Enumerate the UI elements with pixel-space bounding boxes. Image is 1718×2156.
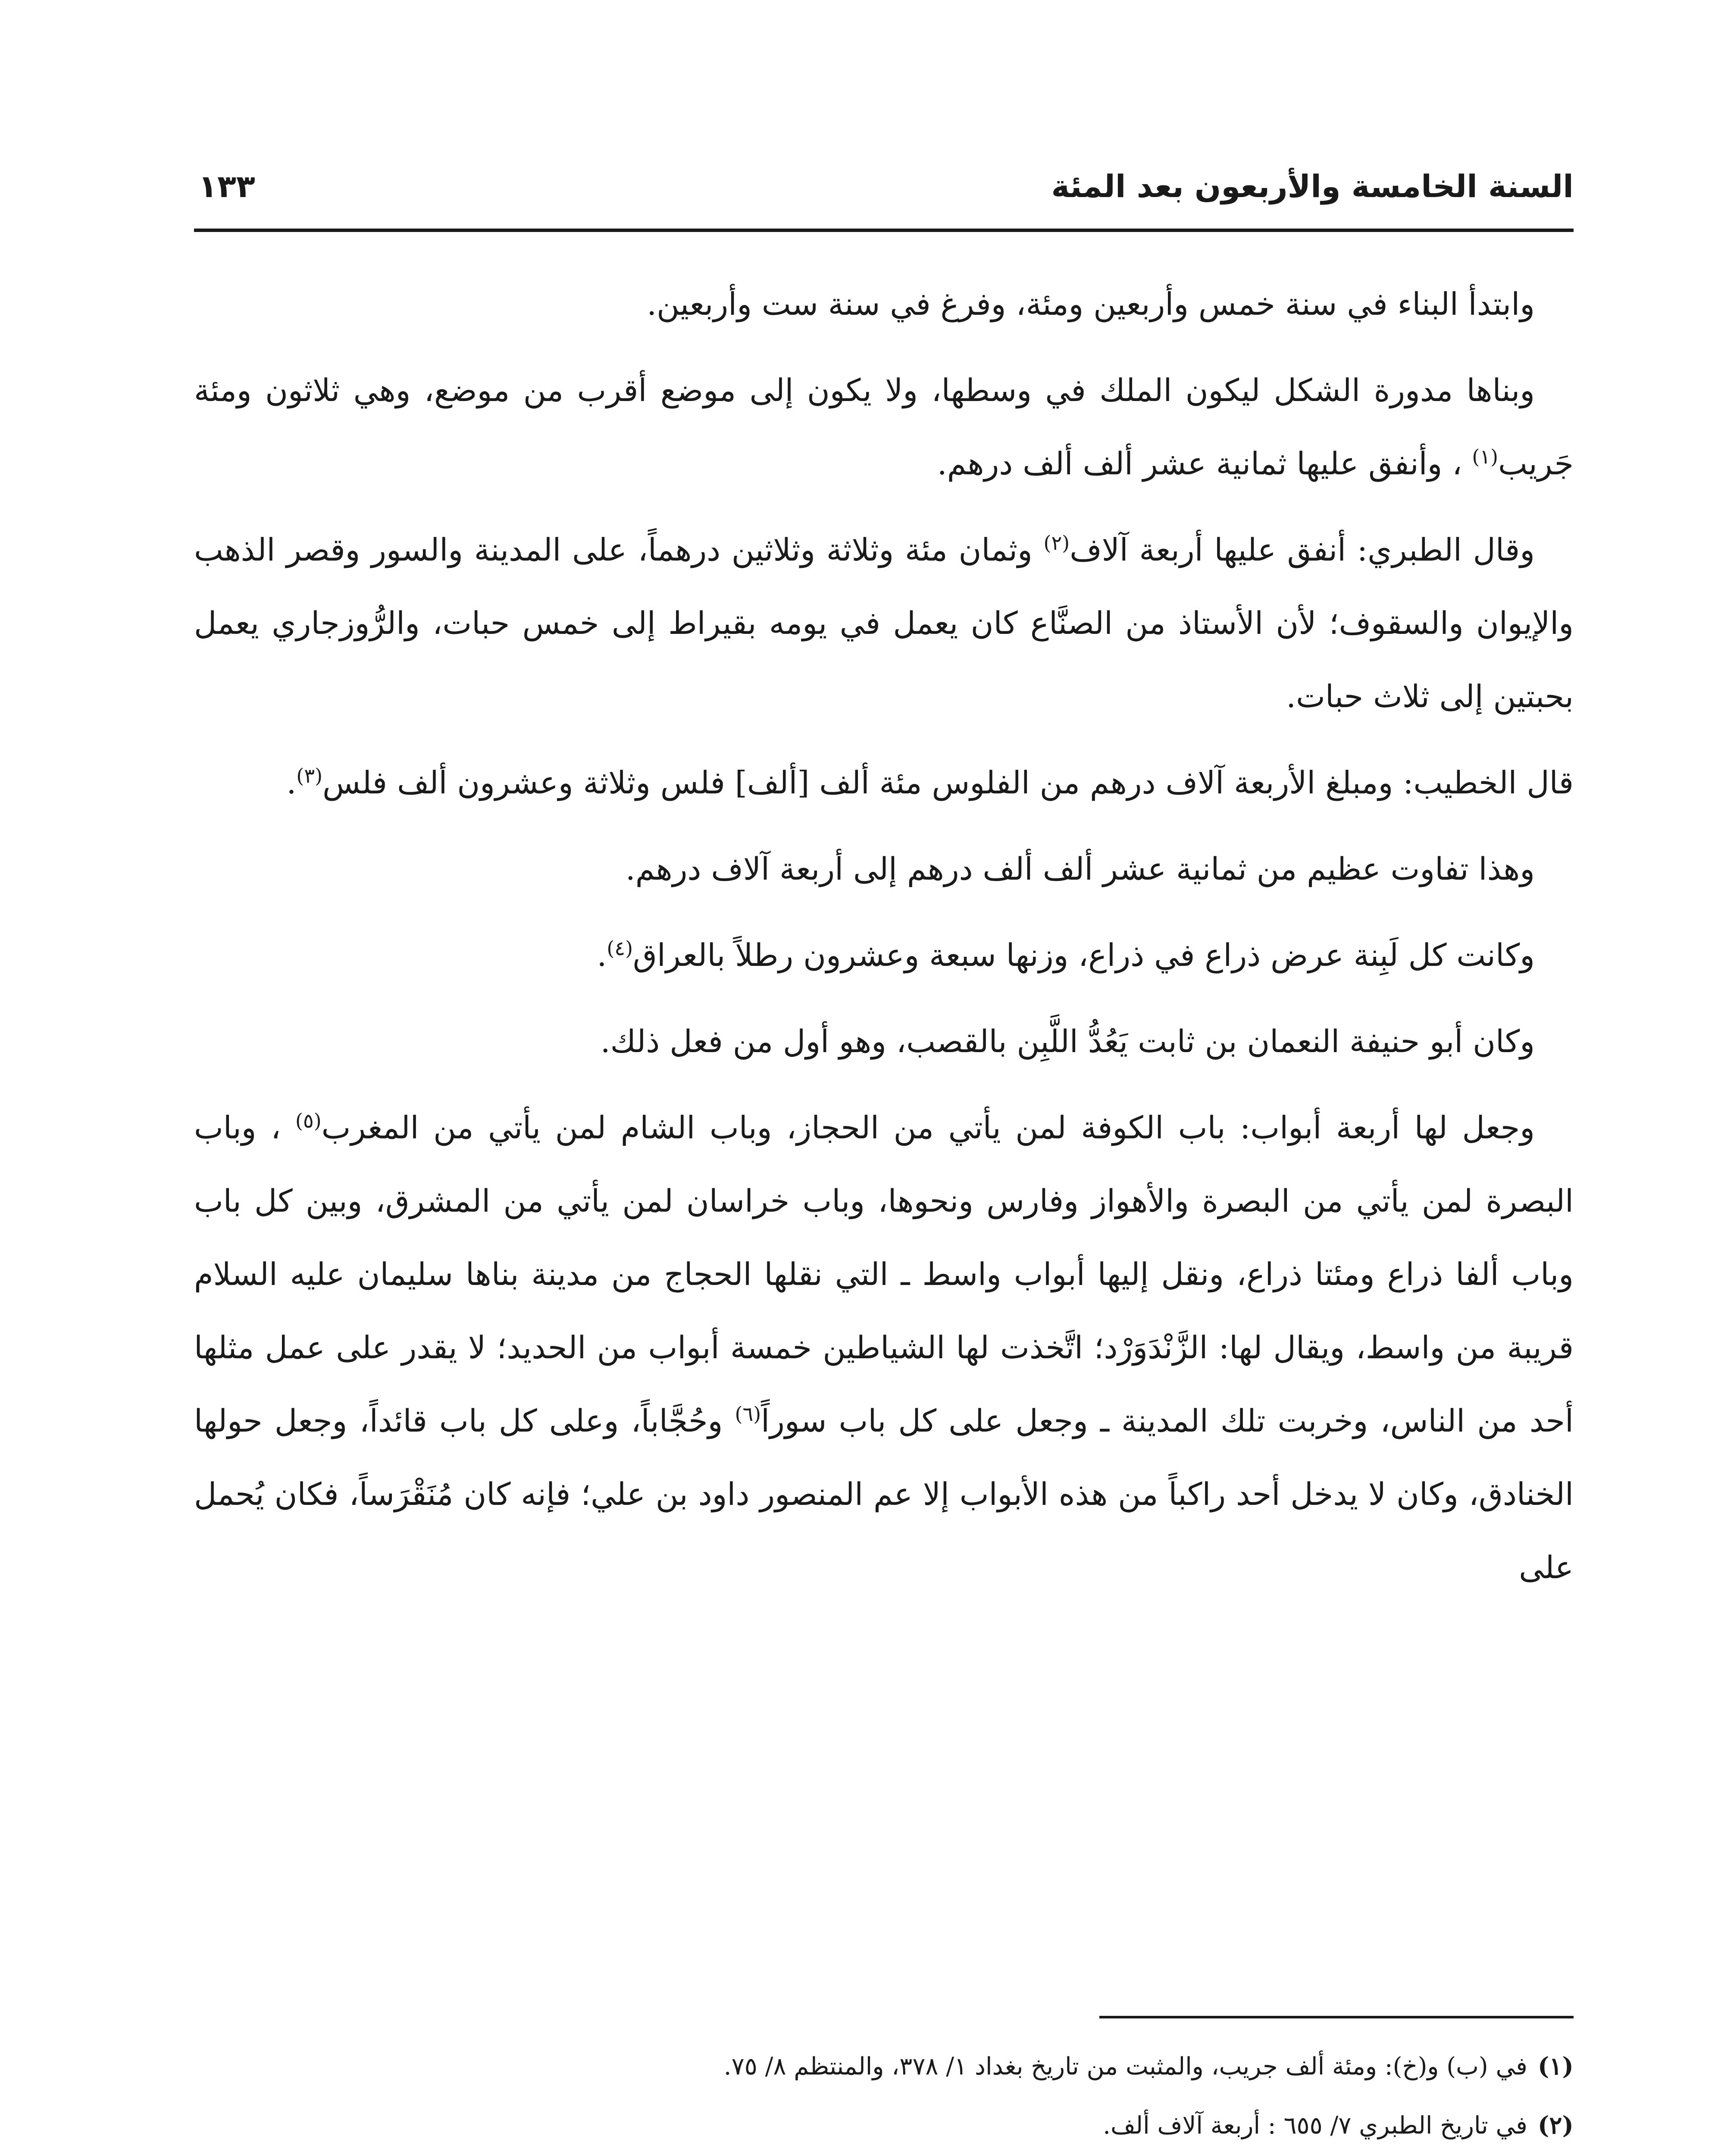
paragraph-7: [194, 1005, 1574, 1078]
footnote-ref-6: (٦): [735, 1402, 761, 1426]
footnote-text: في تاريخ الطبري ٧/ ٦٥٥ : أربعة آلاف ألف.: [1103, 2112, 1527, 2140]
paragraph-2-text-a: وبناها مدورة الشكل ليكون الملك في وسطها، ولا يكون إلى موضع أقرب من موضع، وهي ثلاثون ومئة جَريب: [194, 372, 1574, 482]
page-number: ١٣٣: [198, 168, 255, 204]
paragraph-1: [194, 267, 1574, 341]
footnote-ref-1: (١): [1472, 445, 1499, 468]
main-text: [194, 267, 1574, 1617]
paragraph-8-text-b: ، وباب البصرة لمن يأتي من البصرة والأهواز وفارس ونحوها، وباب خراسان لمن يأتي من المشرق، وبين كل باب وباب ألفا ذراع ومئتا ذراع، ونقل إليها أبواب واسط ـ التي نقلها الحجاج من مدينة بناها سليمان عليه السلام قريبة من واسط، ويقال لها: الزَّنْدَوَرْد؛ اتَّخذت لها الشياطين خمسة أبواب من الحديد؛ لا يقدر على عمل مثلها أحد من الناس، وخربت تلك المدينة ـ وجعل على كل باب سوراً: [194, 1109, 1574, 1439]
paragraph-6: [194, 918, 1574, 992]
paragraph-5: [194, 832, 1574, 906]
footnote-ref-3: (٣): [296, 764, 323, 787]
paragraph-3-text-b: وثمان مئة وثلاثة وثلاثين درهماً، على المدينة والسور وقصر الذهب والإيوان والسقوف؛ لأن الأستاذ من الصنَّاع كان يعمل في يومه بقيراط إلى خمس حبات، والرُّوزجاري يعمل بحبتين إلى ثلاث حبات.: [194, 532, 1574, 714]
paragraph-6-text-b: .: [597, 937, 607, 973]
paragraph-5-text: وهذا تفاوت عظيم من ثمانية عشر ألف ألف درهم إلى أربعة آلاف درهم.: [625, 851, 1535, 887]
footnote-number: (١): [1537, 2052, 1574, 2081]
footnote-ref-5: (٥): [295, 1109, 322, 1132]
footnote-ref-2: (٢): [1043, 531, 1070, 555]
paragraph-4-text-a: قال الخطيب: ومبلغ الأربعة آلاف درهم من الفلوس مئة ألف [ألف] فلس وثلاثة وعشرون ألف فلس: [322, 765, 1574, 801]
paragraph-3: [194, 513, 1574, 733]
book-page: [194, 164, 1574, 2156]
footnote-number: (٢): [1537, 2111, 1574, 2140]
footnotes: [194, 2040, 1574, 2156]
paragraph-2: [194, 354, 1574, 500]
footnote-2: [194, 2099, 1574, 2153]
page-header: [194, 164, 1574, 232]
footnote-divider: [1099, 2016, 1574, 2018]
footnote-text: في (ب) و(خ): ومئة ألف جريب، والمثبت من تاريخ بغداد ١/ ٣٧٨، والمنتظم ٨/ ٧٥.: [723, 2053, 1527, 2081]
paragraph-6-text-a: وكانت كل لَبِنة عرض ذراع في ذراع، وزنها سبعة وعشرون رطلاً بالعراق: [633, 937, 1535, 973]
paragraph-8-text-c: وحُجَّاباً، وعلى كل باب قائداً، وجعل حولها الخنادق، وكان لا يدخل أحد راكباً من هذه الأبواب إلا عم المنصور داود بن علي؛ فإنه كان مُنَقْرَساً، فكان يُحمل على: [194, 1403, 1574, 1586]
paragraph-4-text-b: .: [286, 765, 297, 801]
paragraph-2-text-b: ، وأنفق عليها ثمانية عشر ألف ألف درهم.: [937, 445, 1462, 482]
footnote-1: [194, 2040, 1574, 2093]
running-title: السنة الخامسة والأربعون بعد المئة: [1051, 168, 1574, 204]
paragraph-1-text: وابتدأ البناء في سنة خمس وأربعين ومئة، وفرغ في سنة ست وأربعين.: [647, 286, 1535, 322]
paragraph-3-text-a: وقال الطبري: أنفق عليها أربعة آلاف: [1070, 532, 1535, 568]
paragraph-4: [194, 746, 1574, 819]
paragraph-8-text-a: وجعل لها أربعة أبواب: باب الكوفة لمن يأتي من الحجاز، وباب الشام لمن يأتي من المغرب: [321, 1109, 1535, 1146]
footnote-ref-4: (٤): [607, 937, 633, 960]
paragraph-7-text: وكان أبو حنيفة النعمان بن ثابت يَعُدُّ اللَّبِن بالقصب، وهو أول من فعل ذلك.: [600, 1023, 1535, 1059]
paragraph-8: [194, 1091, 1574, 1604]
